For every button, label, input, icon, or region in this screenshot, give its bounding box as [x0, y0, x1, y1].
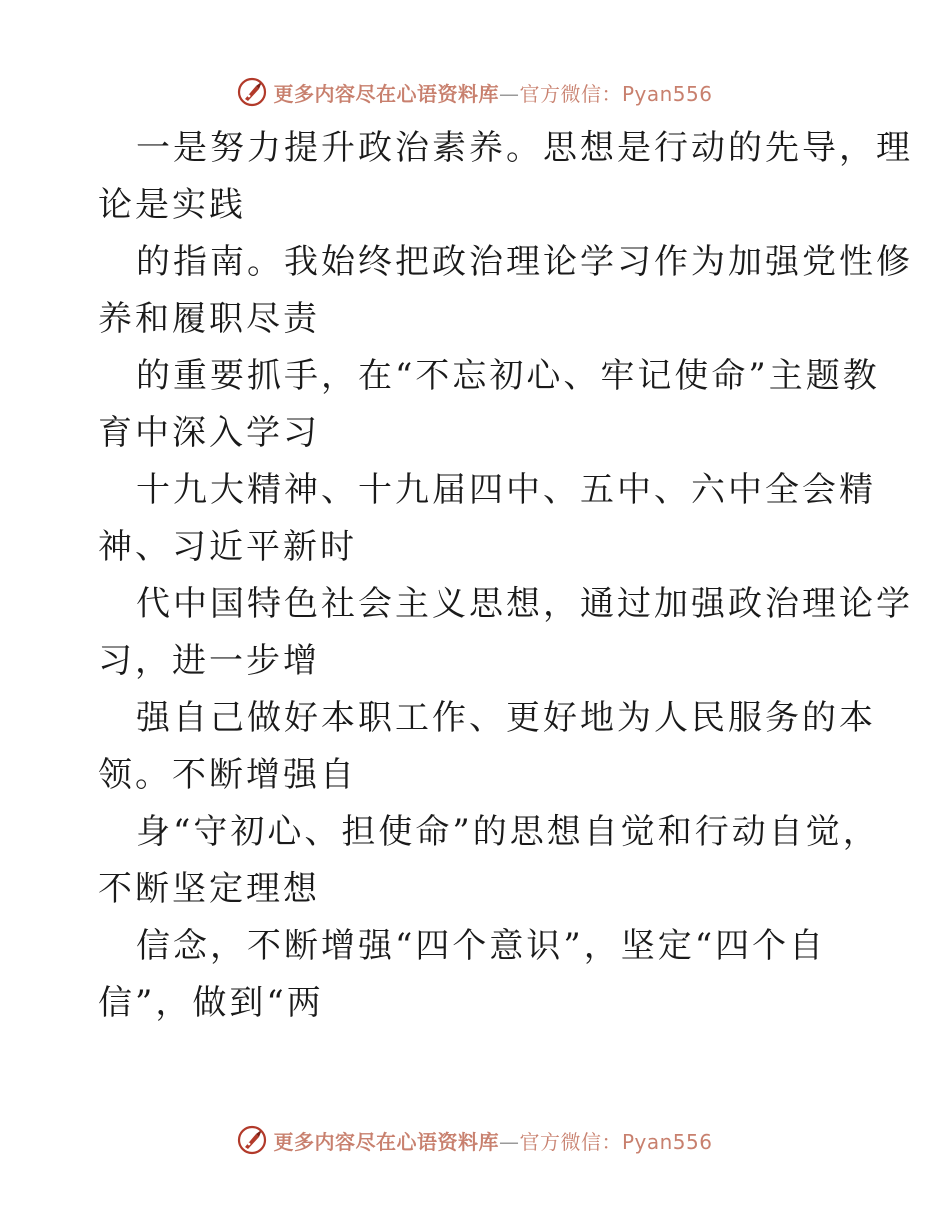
paragraph-line: 信”，做到“两: [98, 983, 324, 1023]
paragraph-line: 养和履职尽责: [98, 299, 320, 339]
paragraph: [98, 348, 880, 462]
banner-wechat-id: 官方微信：Pyan556: [519, 81, 713, 106]
paragraph-line: 强自己做好本职工作、更好地为人民服务的本: [136, 698, 876, 738]
banner-title: 更多内容尽在心语资料库: [273, 1129, 499, 1154]
banner-separator: —: [498, 1129, 520, 1154]
header-banner: [0, 72, 950, 112]
paragraph-line: 的重要抓手，在“不忘初心、牢记使命”主题教: [136, 356, 880, 396]
paragraph: [98, 804, 880, 918]
paragraph-line: 十九大精神、十九届四中、五中、六中全会精: [136, 470, 876, 510]
banner-separator: —: [498, 81, 520, 106]
paragraph-line: 的指南。我始终把政治理论学习作为加强党性修: [136, 242, 913, 282]
paragraph-line: 习，进一步增: [98, 641, 320, 681]
banner-wechat-id: 官方微信：Pyan556: [519, 1129, 713, 1154]
paragraph-line: 育中深入学习: [98, 413, 320, 453]
paragraph: [98, 120, 913, 234]
paragraph: [98, 462, 876, 576]
paragraph: [98, 918, 858, 1032]
paragraph-line: 神、习近平新时: [98, 527, 357, 567]
paragraph-line: 一是努力提升政治素养。思想是行动的先导，理: [136, 128, 913, 168]
paragraph-line: 身“守初心、担使命”的思想自觉和行动自觉，: [136, 812, 880, 852]
banner-title: 更多内容尽在心语资料库: [273, 81, 499, 106]
paragraph: [98, 690, 876, 804]
paragraph: [98, 576, 913, 690]
document-body: [98, 120, 913, 1032]
banner-text: [273, 1126, 712, 1155]
pen-nib-logo-icon: [237, 1125, 267, 1155]
paragraph-line: 不断坚定理想: [98, 869, 320, 909]
paragraph-line: 论是实践: [98, 185, 246, 225]
footer-banner: [0, 1120, 950, 1160]
paragraph: [98, 234, 913, 348]
banner-text: [273, 78, 712, 107]
paragraph-line: 信念，不断增强“四个意识”，坚定“四个自: [136, 926, 827, 966]
paragraph-line: 代中国特色社会主义思想，通过加强政治理论学: [136, 584, 913, 624]
pen-nib-logo-icon: [237, 77, 267, 107]
paragraph-line: 领。不断增强自: [98, 755, 357, 795]
